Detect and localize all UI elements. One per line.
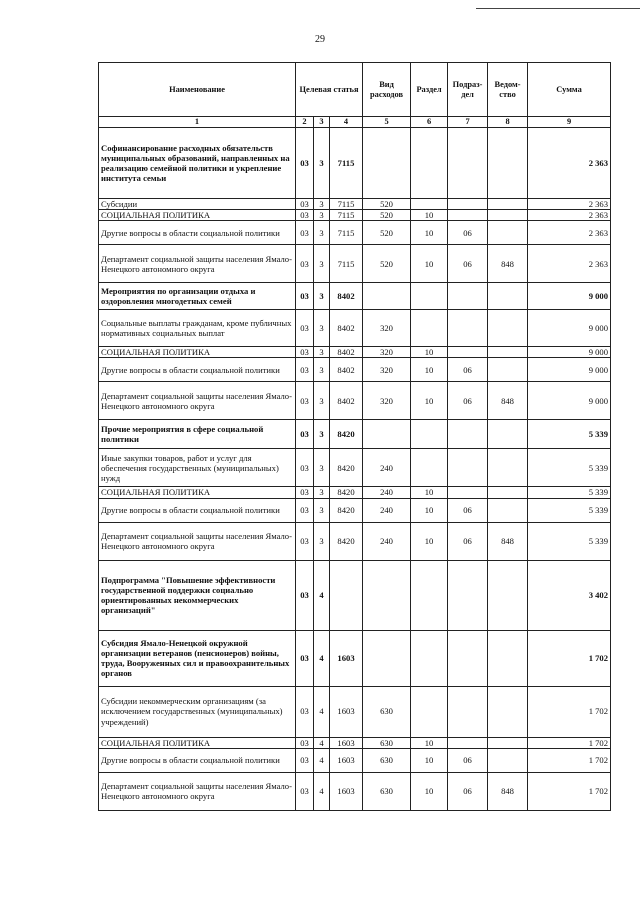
row-name-cell: Субсидии некоммерческим организациям (за исключением государственных (муниципальных) учреждений) bbox=[99, 686, 296, 737]
subsection-cell bbox=[448, 128, 488, 199]
table-row bbox=[99, 221, 611, 245]
target-subprogram-cell: 3 bbox=[314, 283, 330, 310]
row-name-cell: Департамент социальной защиты населения Ямало-Ненецкого автономного округа bbox=[99, 382, 296, 420]
target-code-cell: 1603 bbox=[330, 748, 363, 772]
expense-type-cell: 520 bbox=[363, 245, 411, 283]
department-code-cell bbox=[488, 210, 528, 221]
col-number: 4 bbox=[330, 117, 363, 128]
department-code-cell: 848 bbox=[488, 245, 528, 283]
table-row bbox=[99, 283, 611, 310]
target-code-cell: 1603 bbox=[330, 772, 363, 810]
table-row bbox=[99, 748, 611, 772]
target-code-cell: 7115 bbox=[330, 128, 363, 199]
subsection-cell bbox=[448, 560, 488, 630]
target-code-cell: 8420 bbox=[330, 449, 363, 487]
target-subprogram-cell: 4 bbox=[314, 630, 330, 686]
subsection-cell: 06 bbox=[448, 772, 488, 810]
row-name-cell: Подпрограмма "Повышение эффективности государственной поддержки социально ориентированных некоммерческих организаций" bbox=[99, 560, 296, 630]
target-subprogram-cell: 3 bbox=[314, 128, 330, 199]
expense-type-cell bbox=[363, 283, 411, 310]
header-target: Целевая статья bbox=[296, 63, 363, 117]
table-row bbox=[99, 420, 611, 449]
department-code-cell bbox=[488, 498, 528, 522]
target-program-cell: 03 bbox=[296, 199, 314, 210]
subsection-cell bbox=[448, 210, 488, 221]
amount-cell: 2 363 bbox=[528, 221, 611, 245]
table-row bbox=[99, 347, 611, 358]
department-code-cell: 848 bbox=[488, 772, 528, 810]
section-cell bbox=[411, 310, 448, 347]
amount-cell: 9 000 bbox=[528, 382, 611, 420]
section-cell: 10 bbox=[411, 347, 448, 358]
amount-cell: 1 702 bbox=[528, 737, 611, 748]
row-name-cell: Другие вопросы в области социальной политики bbox=[99, 221, 296, 245]
target-program-cell: 03 bbox=[296, 347, 314, 358]
target-subprogram-cell: 3 bbox=[314, 347, 330, 358]
table-body bbox=[99, 128, 611, 811]
table-row bbox=[99, 128, 611, 199]
expense-type-cell: 630 bbox=[363, 772, 411, 810]
table-row bbox=[99, 245, 611, 283]
header-razdel: Раздел bbox=[411, 63, 448, 117]
target-code-cell: 1603 bbox=[330, 686, 363, 737]
table-row bbox=[99, 449, 611, 487]
col-number: 6 bbox=[411, 117, 448, 128]
expense-type-cell: 520 bbox=[363, 199, 411, 210]
row-name-cell: СОЦИАЛЬНАЯ ПОЛИТИКА bbox=[99, 347, 296, 358]
table-row bbox=[99, 210, 611, 221]
department-code-cell bbox=[488, 449, 528, 487]
subsection-cell bbox=[448, 630, 488, 686]
expense-type-cell bbox=[363, 630, 411, 686]
target-code-cell bbox=[330, 560, 363, 630]
target-subprogram-cell: 3 bbox=[314, 221, 330, 245]
target-code-cell: 8420 bbox=[330, 498, 363, 522]
target-subprogram-cell: 3 bbox=[314, 358, 330, 382]
row-name-cell: Софинансирование расходных обязательств муниципальных образований, направленных на реализацию семейной политики и укрепление института семьи bbox=[99, 128, 296, 199]
expense-type-cell: 320 bbox=[363, 347, 411, 358]
subsection-cell: 06 bbox=[448, 748, 488, 772]
target-code-cell: 8402 bbox=[330, 347, 363, 358]
amount-cell: 9 000 bbox=[528, 358, 611, 382]
section-cell bbox=[411, 449, 448, 487]
target-program-cell: 03 bbox=[296, 310, 314, 347]
subsection-cell bbox=[448, 199, 488, 210]
target-subprogram-cell: 3 bbox=[314, 420, 330, 449]
target-program-cell: 03 bbox=[296, 487, 314, 498]
table-row bbox=[99, 686, 611, 737]
amount-cell: 9 000 bbox=[528, 283, 611, 310]
target-code-cell: 7115 bbox=[330, 221, 363, 245]
amount-cell: 2 363 bbox=[528, 210, 611, 221]
col-number: 8 bbox=[488, 117, 528, 128]
subsection-cell bbox=[448, 283, 488, 310]
header-vid: Вид расходов bbox=[363, 63, 411, 117]
target-program-cell: 03 bbox=[296, 382, 314, 420]
expense-type-cell: 240 bbox=[363, 487, 411, 498]
target-subprogram-cell: 4 bbox=[314, 772, 330, 810]
header-podrazdel: Подраз-дел bbox=[448, 63, 488, 117]
target-program-cell: 03 bbox=[296, 221, 314, 245]
amount-cell: 5 339 bbox=[528, 498, 611, 522]
subsection-cell bbox=[448, 686, 488, 737]
target-program-cell: 03 bbox=[296, 210, 314, 221]
row-name-cell: Департамент социальной защиты населения Ямало-Ненецкого автономного округа bbox=[99, 522, 296, 560]
subsection-cell: 06 bbox=[448, 498, 488, 522]
header-name: Наименование bbox=[99, 63, 296, 117]
expense-type-cell bbox=[363, 560, 411, 630]
table-row bbox=[99, 630, 611, 686]
row-name-cell: Другие вопросы в области социальной политики bbox=[99, 748, 296, 772]
department-code-cell bbox=[488, 686, 528, 737]
subsection-cell: 06 bbox=[448, 358, 488, 382]
amount-cell: 1 702 bbox=[528, 772, 611, 810]
target-code-cell: 7115 bbox=[330, 199, 363, 210]
target-program-cell: 03 bbox=[296, 737, 314, 748]
target-program-cell: 03 bbox=[296, 449, 314, 487]
header-summa: Сумма bbox=[528, 63, 611, 117]
target-subprogram-cell: 3 bbox=[314, 382, 330, 420]
amount-cell: 1 702 bbox=[528, 686, 611, 737]
row-name-cell: Мероприятия по организации отдыха и оздоровления многодетных семей bbox=[99, 283, 296, 310]
amount-cell: 5 339 bbox=[528, 522, 611, 560]
department-code-cell bbox=[488, 221, 528, 245]
amount-cell: 3 402 bbox=[528, 560, 611, 630]
expense-type-cell: 240 bbox=[363, 498, 411, 522]
expense-type-cell bbox=[363, 420, 411, 449]
table-row bbox=[99, 772, 611, 810]
target-code-cell: 8402 bbox=[330, 283, 363, 310]
target-code-cell: 8402 bbox=[330, 310, 363, 347]
department-code-cell bbox=[488, 748, 528, 772]
table-row bbox=[99, 199, 611, 210]
header-row bbox=[99, 63, 611, 117]
section-cell bbox=[411, 420, 448, 449]
expense-type-cell: 320 bbox=[363, 358, 411, 382]
section-cell: 10 bbox=[411, 210, 448, 221]
subsection-cell: 06 bbox=[448, 221, 488, 245]
amount-cell: 2 363 bbox=[528, 199, 611, 210]
section-cell: 10 bbox=[411, 748, 448, 772]
section-cell: 10 bbox=[411, 772, 448, 810]
expense-type-cell: 240 bbox=[363, 522, 411, 560]
subsection-cell bbox=[448, 347, 488, 358]
target-subprogram-cell: 3 bbox=[314, 199, 330, 210]
department-code-cell bbox=[488, 310, 528, 347]
department-code-cell: 848 bbox=[488, 382, 528, 420]
target-program-cell: 03 bbox=[296, 630, 314, 686]
target-subprogram-cell: 3 bbox=[314, 449, 330, 487]
amount-cell: 2 363 bbox=[528, 128, 611, 199]
section-cell bbox=[411, 560, 448, 630]
expense-type-cell: 630 bbox=[363, 737, 411, 748]
expense-type-cell: 240 bbox=[363, 449, 411, 487]
col-number: 2 bbox=[296, 117, 314, 128]
table-row bbox=[99, 310, 611, 347]
amount-cell: 9 000 bbox=[528, 310, 611, 347]
target-program-cell: 03 bbox=[296, 245, 314, 283]
column-number-row bbox=[99, 117, 611, 128]
subsection-cell: 06 bbox=[448, 522, 488, 560]
target-subprogram-cell: 3 bbox=[314, 487, 330, 498]
table-row bbox=[99, 560, 611, 630]
table-row bbox=[99, 358, 611, 382]
target-code-cell: 8402 bbox=[330, 358, 363, 382]
col-number: 5 bbox=[363, 117, 411, 128]
target-code-cell: 1603 bbox=[330, 630, 363, 686]
expense-type-cell: 320 bbox=[363, 310, 411, 347]
subsection-cell: 06 bbox=[448, 245, 488, 283]
section-cell: 10 bbox=[411, 245, 448, 283]
section-cell bbox=[411, 283, 448, 310]
target-program-cell: 03 bbox=[296, 498, 314, 522]
row-name-cell: СОЦИАЛЬНАЯ ПОЛИТИКА bbox=[99, 487, 296, 498]
col-number: 9 bbox=[528, 117, 611, 128]
row-name-cell: СОЦИАЛЬНАЯ ПОЛИТИКА bbox=[99, 737, 296, 748]
amount-cell: 1 702 bbox=[528, 748, 611, 772]
department-code-cell bbox=[488, 358, 528, 382]
target-code-cell: 8420 bbox=[330, 420, 363, 449]
budget-table bbox=[98, 62, 611, 811]
amount-cell: 5 339 bbox=[528, 420, 611, 449]
row-name-cell: СОЦИАЛЬНАЯ ПОЛИТИКА bbox=[99, 210, 296, 221]
row-name-cell: Департамент социальной защиты населения Ямало-Ненецкого автономного округа bbox=[99, 245, 296, 283]
target-program-cell: 03 bbox=[296, 358, 314, 382]
amount-cell: 5 339 bbox=[528, 449, 611, 487]
amount-cell: 1 702 bbox=[528, 630, 611, 686]
section-cell: 10 bbox=[411, 221, 448, 245]
subsection-cell bbox=[448, 310, 488, 347]
expense-type-cell: 630 bbox=[363, 748, 411, 772]
section-cell: 10 bbox=[411, 522, 448, 560]
target-code-cell: 1603 bbox=[330, 737, 363, 748]
table-row bbox=[99, 382, 611, 420]
section-cell: 10 bbox=[411, 498, 448, 522]
target-program-cell: 03 bbox=[296, 420, 314, 449]
subsection-cell bbox=[448, 737, 488, 748]
target-program-cell: 03 bbox=[296, 128, 314, 199]
amount-cell: 2 363 bbox=[528, 245, 611, 283]
expense-type-cell: 630 bbox=[363, 686, 411, 737]
department-code-cell bbox=[488, 199, 528, 210]
row-name-cell: Субсидия Ямало-Ненецкой окружной организации ветеранов (пенсионеров) войны, труда, Вооруженных сил и правоохранительных органов bbox=[99, 630, 296, 686]
section-cell bbox=[411, 199, 448, 210]
target-subprogram-cell: 4 bbox=[314, 686, 330, 737]
header-vedomstvo: Ведом-ство bbox=[488, 63, 528, 117]
expense-type-cell: 320 bbox=[363, 382, 411, 420]
department-code-cell bbox=[488, 128, 528, 199]
department-code-cell bbox=[488, 737, 528, 748]
section-cell: 10 bbox=[411, 382, 448, 420]
table-row bbox=[99, 737, 611, 748]
target-subprogram-cell: 3 bbox=[314, 310, 330, 347]
subsection-cell bbox=[448, 420, 488, 449]
col-number: 7 bbox=[448, 117, 488, 128]
department-code-cell bbox=[488, 420, 528, 449]
row-name-cell: Иные закупки товаров, работ и услуг для обеспечения государственных (муниципальных) нужд bbox=[99, 449, 296, 487]
target-subprogram-cell: 3 bbox=[314, 498, 330, 522]
row-name-cell: Прочие мероприятия в сфере социальной политики bbox=[99, 420, 296, 449]
subsection-cell bbox=[448, 449, 488, 487]
department-code-cell: 848 bbox=[488, 522, 528, 560]
department-code-cell bbox=[488, 560, 528, 630]
target-subprogram-cell: 3 bbox=[314, 245, 330, 283]
top-rule bbox=[476, 8, 640, 9]
table-row bbox=[99, 522, 611, 560]
department-code-cell bbox=[488, 487, 528, 498]
table-row bbox=[99, 498, 611, 522]
page-number: 29 bbox=[315, 34, 325, 45]
target-program-cell: 03 bbox=[296, 772, 314, 810]
target-code-cell: 8420 bbox=[330, 487, 363, 498]
target-program-cell: 03 bbox=[296, 686, 314, 737]
row-name-cell: Другие вопросы в области социальной политики bbox=[99, 358, 296, 382]
subsection-cell bbox=[448, 487, 488, 498]
target-code-cell: 8420 bbox=[330, 522, 363, 560]
amount-cell: 5 339 bbox=[528, 487, 611, 498]
expense-type-cell bbox=[363, 128, 411, 199]
expense-type-cell: 520 bbox=[363, 210, 411, 221]
target-code-cell: 8402 bbox=[330, 382, 363, 420]
section-cell: 10 bbox=[411, 737, 448, 748]
department-code-cell bbox=[488, 283, 528, 310]
expense-type-cell: 520 bbox=[363, 221, 411, 245]
row-name-cell: Другие вопросы в области социальной политики bbox=[99, 498, 296, 522]
target-code-cell: 7115 bbox=[330, 245, 363, 283]
department-code-cell bbox=[488, 347, 528, 358]
target-code-cell: 7115 bbox=[330, 210, 363, 221]
row-name-cell: Социальные выплаты гражданам, кроме публичных нормативных социальных выплат bbox=[99, 310, 296, 347]
section-cell bbox=[411, 686, 448, 737]
col-number: 1 bbox=[99, 117, 296, 128]
target-program-cell: 03 bbox=[296, 283, 314, 310]
row-name-cell: Департамент социальной защиты населения Ямало-Ненецкого автономного округа bbox=[99, 772, 296, 810]
target-program-cell: 03 bbox=[296, 748, 314, 772]
target-subprogram-cell: 3 bbox=[314, 522, 330, 560]
department-code-cell bbox=[488, 630, 528, 686]
target-program-cell: 03 bbox=[296, 522, 314, 560]
target-subprogram-cell: 3 bbox=[314, 210, 330, 221]
col-number: 3 bbox=[314, 117, 330, 128]
table-row bbox=[99, 487, 611, 498]
target-subprogram-cell: 4 bbox=[314, 748, 330, 772]
section-cell bbox=[411, 630, 448, 686]
row-name-cell: Субсидии bbox=[99, 199, 296, 210]
target-subprogram-cell: 4 bbox=[314, 737, 330, 748]
section-cell: 10 bbox=[411, 487, 448, 498]
amount-cell: 9 000 bbox=[528, 347, 611, 358]
subsection-cell: 06 bbox=[448, 382, 488, 420]
section-cell: 10 bbox=[411, 358, 448, 382]
target-program-cell: 03 bbox=[296, 560, 314, 630]
target-subprogram-cell: 4 bbox=[314, 560, 330, 630]
section-cell bbox=[411, 128, 448, 199]
